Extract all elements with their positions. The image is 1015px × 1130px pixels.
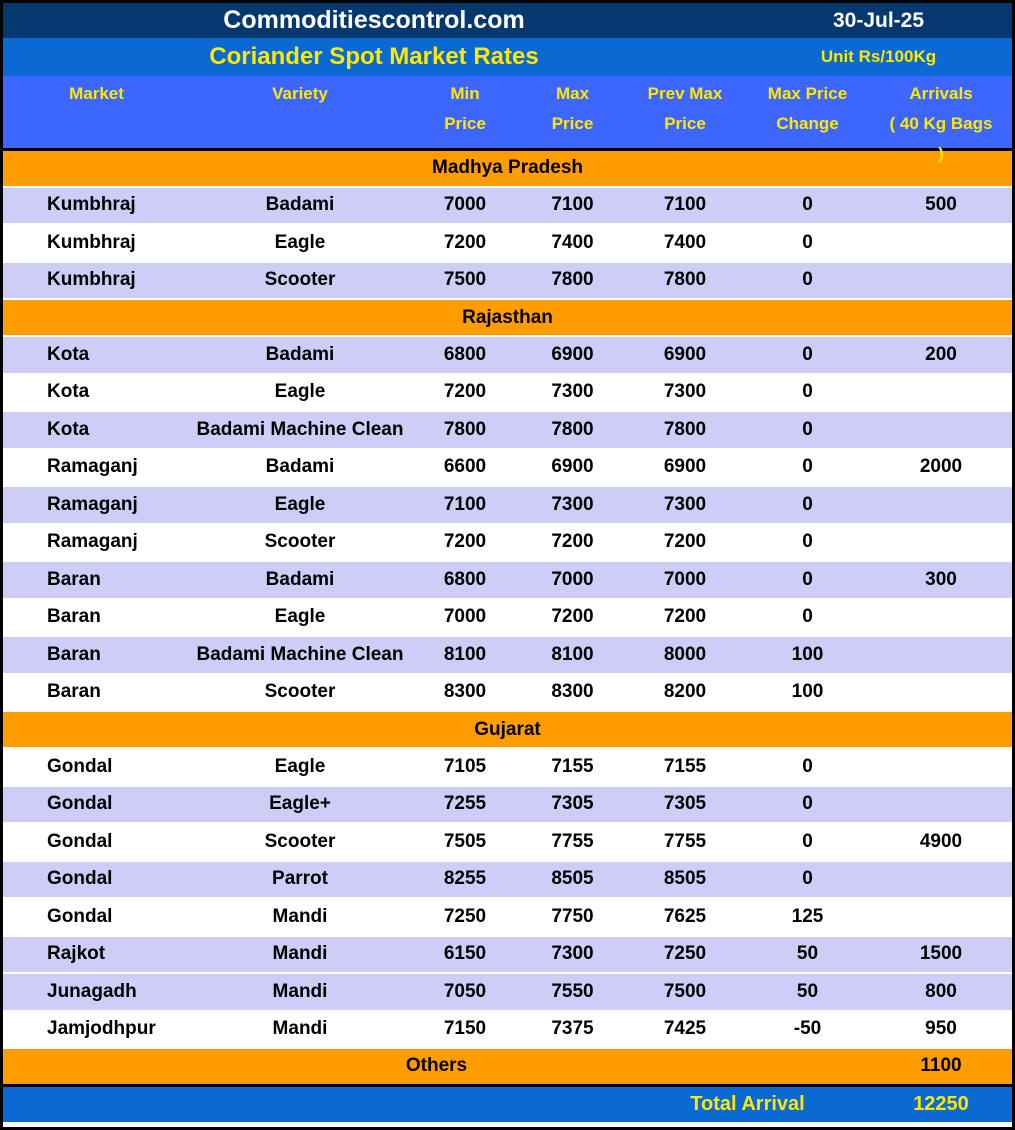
cell-max: 7300 bbox=[520, 486, 625, 524]
column-header-text: Arrivals bbox=[909, 84, 973, 103]
cell-max: 7300 bbox=[520, 374, 625, 412]
cell-arrivals bbox=[870, 411, 1012, 449]
column-header-min bbox=[410, 76, 520, 150]
cell-prev-max: 7155 bbox=[625, 748, 745, 786]
cell-change: 0 bbox=[745, 823, 870, 861]
cell-prev-max: 7425 bbox=[625, 1011, 745, 1049]
cell-min: 6150 bbox=[410, 936, 520, 974]
cell-prev-max: 8505 bbox=[625, 861, 745, 899]
cell-variety: Badami bbox=[190, 187, 410, 225]
cell-variety: Eagle bbox=[190, 224, 410, 262]
cell-market: Kota bbox=[3, 411, 190, 449]
cell-change: 0 bbox=[745, 336, 870, 374]
cell-max: 7375 bbox=[520, 1011, 625, 1049]
cell-market: Kota bbox=[3, 374, 190, 412]
cell-prev-max: 7800 bbox=[625, 411, 745, 449]
cell-arrivals bbox=[870, 262, 1012, 300]
cell-market: Gondal bbox=[3, 748, 190, 786]
cell-prev-max: 7755 bbox=[625, 823, 745, 861]
cell-change: 50 bbox=[745, 936, 870, 974]
column-header-text: Max Price bbox=[767, 84, 848, 103]
table-row bbox=[3, 674, 1012, 712]
cell-arrivals: 950 bbox=[870, 1011, 1012, 1049]
cell-change: 0 bbox=[745, 861, 870, 899]
cell-change: 125 bbox=[745, 898, 870, 936]
cell-min: 7100 bbox=[410, 486, 520, 524]
cell-market: Ramaganj bbox=[3, 524, 190, 562]
cell-change: 0 bbox=[745, 224, 870, 262]
cell-min: 7505 bbox=[410, 823, 520, 861]
report-title: Coriander Spot Market Rates bbox=[209, 43, 539, 70]
column-header-prev-max bbox=[625, 76, 745, 150]
column-header-text bbox=[3, 109, 190, 139]
cell-arrivals bbox=[870, 861, 1012, 899]
cell-max: 8505 bbox=[520, 861, 625, 899]
cell-arrivals: 1500 bbox=[870, 936, 1012, 974]
cell-market: Kota bbox=[3, 336, 190, 374]
cell-market: Gondal bbox=[3, 786, 190, 824]
column-header-text: Max bbox=[555, 84, 590, 103]
cell-min: 7800 bbox=[410, 411, 520, 449]
cell-variety: Mandi bbox=[190, 1011, 410, 1049]
cell-prev-max: 8200 bbox=[625, 674, 745, 712]
cell-variety: Mandi bbox=[190, 973, 410, 1011]
cell-prev-max: 7100 bbox=[625, 187, 745, 225]
cell-change: 0 bbox=[745, 187, 870, 225]
cell-min: 7200 bbox=[410, 524, 520, 562]
cell-max: 7305 bbox=[520, 786, 625, 824]
cell-variety: Scooter bbox=[190, 823, 410, 861]
cell-min: 8300 bbox=[410, 674, 520, 712]
cell-arrivals bbox=[870, 224, 1012, 262]
cell-prev-max: 7250 bbox=[625, 936, 745, 974]
table-row bbox=[3, 561, 1012, 599]
table-row bbox=[3, 599, 1012, 637]
cell-market: Baran bbox=[3, 561, 190, 599]
table-row bbox=[3, 411, 1012, 449]
column-header-market bbox=[3, 76, 190, 150]
column-header-text: Price bbox=[664, 114, 706, 133]
cell-market: Gondal bbox=[3, 861, 190, 899]
cell-change: -50 bbox=[745, 1011, 870, 1049]
cell-min: 6600 bbox=[410, 449, 520, 487]
cell-market: Jamjodhpur bbox=[3, 1011, 190, 1049]
section-header-label: Rajasthan bbox=[3, 299, 1012, 336]
cell-min: 7255 bbox=[410, 786, 520, 824]
cell-max: 7100 bbox=[520, 187, 625, 225]
cell-variety: Eagle bbox=[190, 374, 410, 412]
table-row bbox=[3, 449, 1012, 487]
section-header-row bbox=[3, 150, 1012, 187]
cell-arrivals bbox=[870, 486, 1012, 524]
cell-arrivals bbox=[870, 748, 1012, 786]
cell-prev-max: 6900 bbox=[625, 449, 745, 487]
cell-max: 7000 bbox=[520, 561, 625, 599]
column-header-text: Price bbox=[444, 114, 486, 133]
cell-max: 7300 bbox=[520, 936, 625, 974]
cell-variety: Eagle bbox=[190, 599, 410, 637]
cell-change: 0 bbox=[745, 374, 870, 412]
cell-max: 6900 bbox=[520, 449, 625, 487]
table-row bbox=[3, 786, 1012, 824]
cell-min: 7250 bbox=[410, 898, 520, 936]
cell-market: Ramaganj bbox=[3, 486, 190, 524]
cell-change: 0 bbox=[745, 262, 870, 300]
cell-max: 7400 bbox=[520, 224, 625, 262]
table-row bbox=[3, 336, 1012, 374]
cell-change: 0 bbox=[745, 524, 870, 562]
cell-variety: Mandi bbox=[190, 898, 410, 936]
cell-market: Baran bbox=[3, 599, 190, 637]
cell-min: 7000 bbox=[410, 187, 520, 225]
cell-variety: Badami bbox=[190, 561, 410, 599]
cell-min: 7050 bbox=[410, 973, 520, 1011]
cell-arrivals: 500 bbox=[870, 187, 1012, 225]
cell-variety: Badami bbox=[190, 336, 410, 374]
cell-min: 7500 bbox=[410, 262, 520, 300]
table-row bbox=[3, 187, 1012, 225]
column-header-text: ( 40 Kg Bags bbox=[889, 114, 993, 133]
others-arrivals: 1100 bbox=[870, 1048, 1012, 1085]
section-header-row bbox=[3, 299, 1012, 336]
column-header-text: Min bbox=[450, 84, 480, 103]
cell-arrivals: 800 bbox=[870, 973, 1012, 1011]
column-header-text: Price bbox=[551, 114, 594, 133]
cell-min: 7105 bbox=[410, 748, 520, 786]
cell-max: 8100 bbox=[520, 636, 625, 674]
table-row bbox=[3, 973, 1012, 1011]
cell-variety: Eagle bbox=[190, 748, 410, 786]
cell-arrivals: 200 bbox=[870, 336, 1012, 374]
cell-market: Baran bbox=[3, 674, 190, 712]
section-header-row bbox=[3, 711, 1012, 748]
cell-prev-max: 8000 bbox=[625, 636, 745, 674]
column-header-text: Prev Max bbox=[647, 84, 723, 103]
cell-market: Gondal bbox=[3, 898, 190, 936]
total-arrival-value: 12250 bbox=[870, 1085, 1012, 1122]
column-header-text bbox=[190, 109, 410, 139]
cell-change: 0 bbox=[745, 486, 870, 524]
cell-max: 8300 bbox=[520, 674, 625, 712]
cell-change: 0 bbox=[745, 411, 870, 449]
title-bar bbox=[3, 38, 1012, 76]
table-row bbox=[3, 936, 1012, 974]
cell-variety: Eagle+ bbox=[190, 786, 410, 824]
column-header-text: Variety bbox=[272, 84, 328, 103]
cell-market: Gondal bbox=[3, 823, 190, 861]
cell-arrivals bbox=[870, 674, 1012, 712]
cell-change: 0 bbox=[745, 786, 870, 824]
others-label: Others bbox=[3, 1048, 870, 1085]
cell-arrivals bbox=[870, 599, 1012, 637]
cell-variety: Scooter bbox=[190, 262, 410, 300]
cell-prev-max: 7500 bbox=[625, 973, 745, 1011]
cell-min: 8100 bbox=[410, 636, 520, 674]
rates-table bbox=[3, 76, 1012, 1122]
cell-arrivals bbox=[870, 636, 1012, 674]
cell-change: 100 bbox=[745, 674, 870, 712]
cell-arrivals bbox=[870, 786, 1012, 824]
table-row bbox=[3, 224, 1012, 262]
cell-variety: Eagle bbox=[190, 486, 410, 524]
column-header-text: Change bbox=[776, 114, 839, 133]
table-row bbox=[3, 823, 1012, 861]
cell-prev-max: 7625 bbox=[625, 898, 745, 936]
cell-variety: Parrot bbox=[190, 861, 410, 899]
cell-max: 6900 bbox=[520, 336, 625, 374]
cell-arrivals: 4900 bbox=[870, 823, 1012, 861]
cell-min: 6800 bbox=[410, 561, 520, 599]
cell-arrivals bbox=[870, 374, 1012, 412]
section-header-label: Madhya Pradesh bbox=[3, 150, 1012, 187]
cell-max: 7800 bbox=[520, 262, 625, 300]
total-arrival-row bbox=[3, 1085, 1012, 1122]
table-row bbox=[3, 898, 1012, 936]
column-header-text: ) bbox=[938, 144, 944, 163]
cell-min: 7000 bbox=[410, 599, 520, 637]
cell-market: Kumbhraj bbox=[3, 187, 190, 225]
cell-market: Kumbhraj bbox=[3, 262, 190, 300]
column-header-arrivals bbox=[870, 76, 1012, 163]
column-header-text: Market bbox=[69, 84, 124, 103]
cell-arrivals: 2000 bbox=[870, 449, 1012, 487]
cell-market: Junagadh bbox=[3, 973, 190, 1011]
cell-min: 7200 bbox=[410, 224, 520, 262]
unit-label: Unit Rs/100Kg bbox=[820, 47, 937, 66]
cell-min: 6800 bbox=[410, 336, 520, 374]
cell-market: Baran bbox=[3, 636, 190, 674]
table-row bbox=[3, 861, 1012, 899]
cell-min: 8255 bbox=[410, 861, 520, 899]
table-row bbox=[3, 262, 1012, 300]
cell-arrivals bbox=[870, 524, 1012, 562]
column-header-max bbox=[520, 76, 625, 150]
report-date: 30-Jul-25 bbox=[832, 8, 925, 32]
cell-prev-max: 7300 bbox=[625, 374, 745, 412]
cell-variety: Scooter bbox=[190, 674, 410, 712]
cell-change: 0 bbox=[745, 561, 870, 599]
cell-max: 7800 bbox=[520, 411, 625, 449]
cell-variety: Badami Machine Clean bbox=[190, 411, 410, 449]
site-title: Commoditiescontrol.com bbox=[223, 6, 525, 34]
cell-variety: Badami Machine Clean bbox=[190, 636, 410, 674]
cell-change: 50 bbox=[745, 973, 870, 1011]
cell-prev-max: 6900 bbox=[625, 336, 745, 374]
column-header-row bbox=[3, 76, 1012, 150]
table-row bbox=[3, 748, 1012, 786]
cell-max: 7200 bbox=[520, 599, 625, 637]
cell-prev-max: 7000 bbox=[625, 561, 745, 599]
column-header-variety bbox=[190, 76, 410, 150]
cell-prev-max: 7400 bbox=[625, 224, 745, 262]
cell-variety: Badami bbox=[190, 449, 410, 487]
cell-min: 7200 bbox=[410, 374, 520, 412]
cell-prev-max: 7305 bbox=[625, 786, 745, 824]
cell-max: 7750 bbox=[520, 898, 625, 936]
cell-prev-max: 7200 bbox=[625, 599, 745, 637]
cell-market: Rajkot bbox=[3, 936, 190, 974]
table-row bbox=[3, 374, 1012, 412]
cell-change: 0 bbox=[745, 748, 870, 786]
cell-change: 100 bbox=[745, 636, 870, 674]
table-row bbox=[3, 1011, 1012, 1049]
footer-spacer bbox=[3, 1085, 625, 1122]
cell-arrivals: 300 bbox=[870, 561, 1012, 599]
cell-market: Kumbhraj bbox=[3, 224, 190, 262]
section-header-label: Gujarat bbox=[3, 711, 1012, 748]
cell-change: 0 bbox=[745, 599, 870, 637]
others-row bbox=[3, 1048, 1012, 1085]
cell-max: 7200 bbox=[520, 524, 625, 562]
cell-change: 0 bbox=[745, 449, 870, 487]
cell-prev-max: 7200 bbox=[625, 524, 745, 562]
cell-max: 7755 bbox=[520, 823, 625, 861]
cell-max: 7550 bbox=[520, 973, 625, 1011]
top-bar bbox=[3, 3, 1012, 38]
cell-arrivals bbox=[870, 898, 1012, 936]
cell-max: 7155 bbox=[520, 748, 625, 786]
cell-variety: Scooter bbox=[190, 524, 410, 562]
table-row bbox=[3, 486, 1012, 524]
table-row bbox=[3, 524, 1012, 562]
total-arrival-label: Total Arrival bbox=[625, 1085, 870, 1122]
cell-prev-max: 7800 bbox=[625, 262, 745, 300]
table-row bbox=[3, 636, 1012, 674]
cell-min: 7150 bbox=[410, 1011, 520, 1049]
cell-market: Ramaganj bbox=[3, 449, 190, 487]
cell-variety: Mandi bbox=[190, 936, 410, 974]
cell-prev-max: 7300 bbox=[625, 486, 745, 524]
column-header-max-price bbox=[745, 76, 870, 150]
